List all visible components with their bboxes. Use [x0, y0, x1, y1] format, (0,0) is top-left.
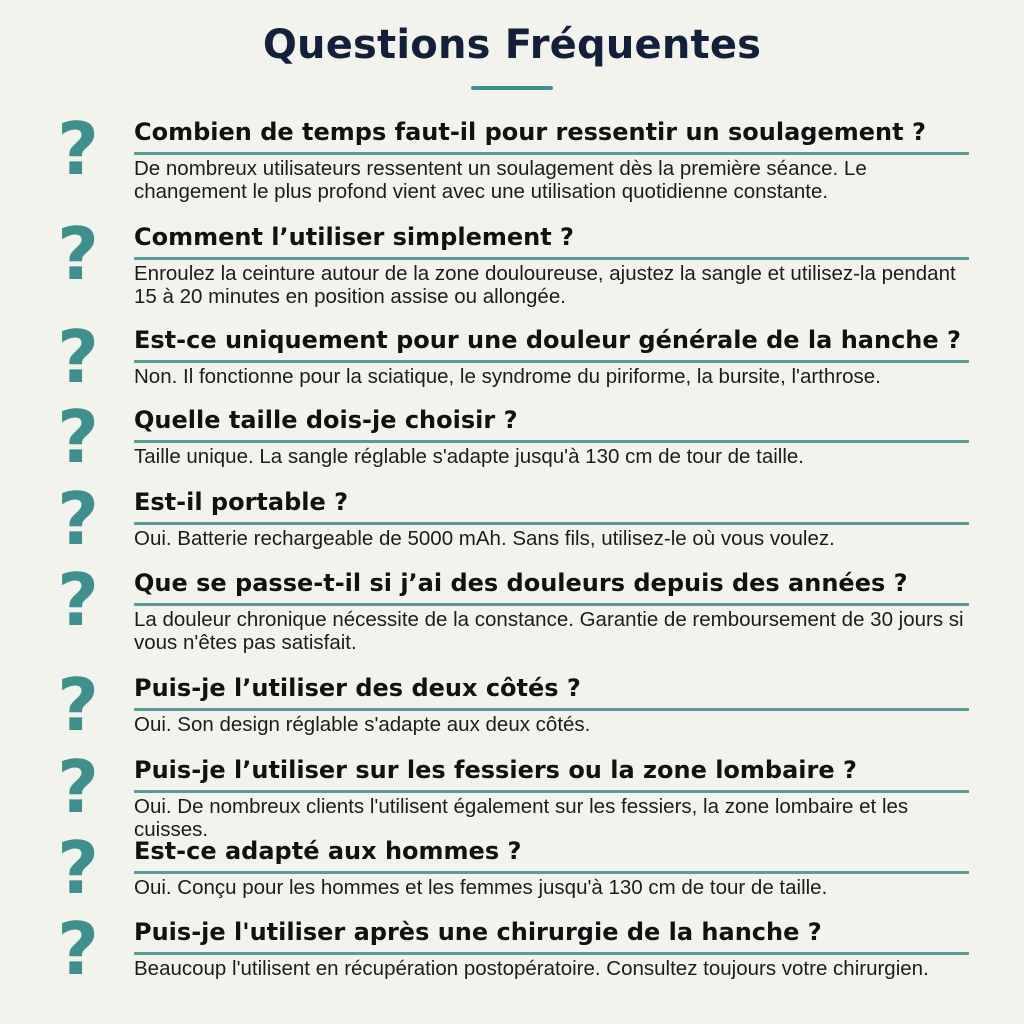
faq-answer: Oui. Son design réglable s'adapte aux deux côtés.: [134, 713, 591, 736]
question-divider: [134, 871, 969, 874]
faq-answer: Oui. Conçu pour les hommes et les femmes jusqu'à 130 cm de tour de taille.: [134, 876, 828, 899]
question-mark-icon: ?: [57, 395, 99, 479]
question-divider: [134, 522, 969, 525]
question-mark-icon: ?: [57, 826, 99, 910]
question-divider: [134, 360, 969, 363]
faq-question: Est-ce adapté aux hommes ?: [134, 837, 522, 865]
question-divider: [134, 790, 969, 793]
question-divider: [134, 152, 969, 155]
question-divider: [134, 708, 969, 711]
page-title: Questions Fréquentes: [262, 22, 762, 68]
question-divider: [134, 440, 969, 443]
faq-question: Puis-je l’utiliser des deux côtés ?: [134, 674, 581, 702]
faq-question: Quelle taille dois-je choisir ?: [134, 406, 518, 434]
faq-question: Puis-je l'utiliser après une chirurgie de la hanche ?: [134, 918, 822, 946]
question-mark-icon: ?: [57, 477, 99, 561]
faq-question: Puis-je l’utiliser sur les fessiers ou la zone lombaire ?: [134, 756, 857, 784]
title-underline: [471, 86, 553, 90]
question-divider: [134, 952, 969, 955]
faq-question: Comment l’utiliser simplement ?: [134, 223, 574, 251]
faq-question: Combien de temps faut-il pour ressentir un soulagement ?: [134, 118, 926, 146]
question-mark-icon: ?: [57, 907, 99, 991]
question-mark-icon: ?: [57, 663, 99, 747]
question-mark-icon: ?: [57, 212, 99, 296]
faq-question: Est-ce uniquement pour une douleur générale de la hanche ?: [134, 326, 961, 354]
faq-answer: Non. Il fonctionne pour la sciatique, le syndrome du piriforme, la bursite, l'arthrose.: [134, 365, 881, 388]
question-mark-icon: ?: [57, 315, 99, 399]
faq-answer: Beaucoup l'utilisent en récupération postopératoire. Consultez toujours votre chirurgien.: [134, 957, 929, 980]
faq-answer: De nombreux utilisateurs ressentent un soulagement dès la première séance. Le changement le plus profond vient avec une utilisation quotidienne constante.: [134, 157, 867, 203]
faq-answer: La douleur chronique nécessite de la constance. Garantie de remboursement de 30 jours si vous n'êtes pas satisfait.: [134, 608, 964, 654]
question-mark-icon: ?: [57, 107, 99, 191]
faq-answer: Enroulez la ceinture autour de la zone douloureuse, ajustez la sangle et utilisez-la pendant 15 à 20 minutes en position assise ou allongée.: [134, 262, 956, 308]
faq-answer: Taille unique. La sangle réglable s'adapte jusqu'à 130 cm de tour de taille.: [134, 445, 804, 468]
faq-answer: Oui. Batterie rechargeable de 5000 mAh. Sans fils, utilisez-le où vous voulez.: [134, 527, 835, 550]
faq-question: Que se passe-t-il si j’ai des douleurs depuis des années ?: [134, 569, 908, 597]
faq-question: Est-il portable ?: [134, 488, 349, 516]
faq-answer: Oui. De nombreux clients l'utilisent également sur les fessiers, la zone lombaire et les cuisses.: [134, 795, 909, 841]
question-divider: [134, 603, 969, 606]
question-divider: [134, 257, 969, 260]
question-mark-icon: ?: [57, 558, 99, 642]
question-mark-icon: ?: [57, 745, 99, 829]
